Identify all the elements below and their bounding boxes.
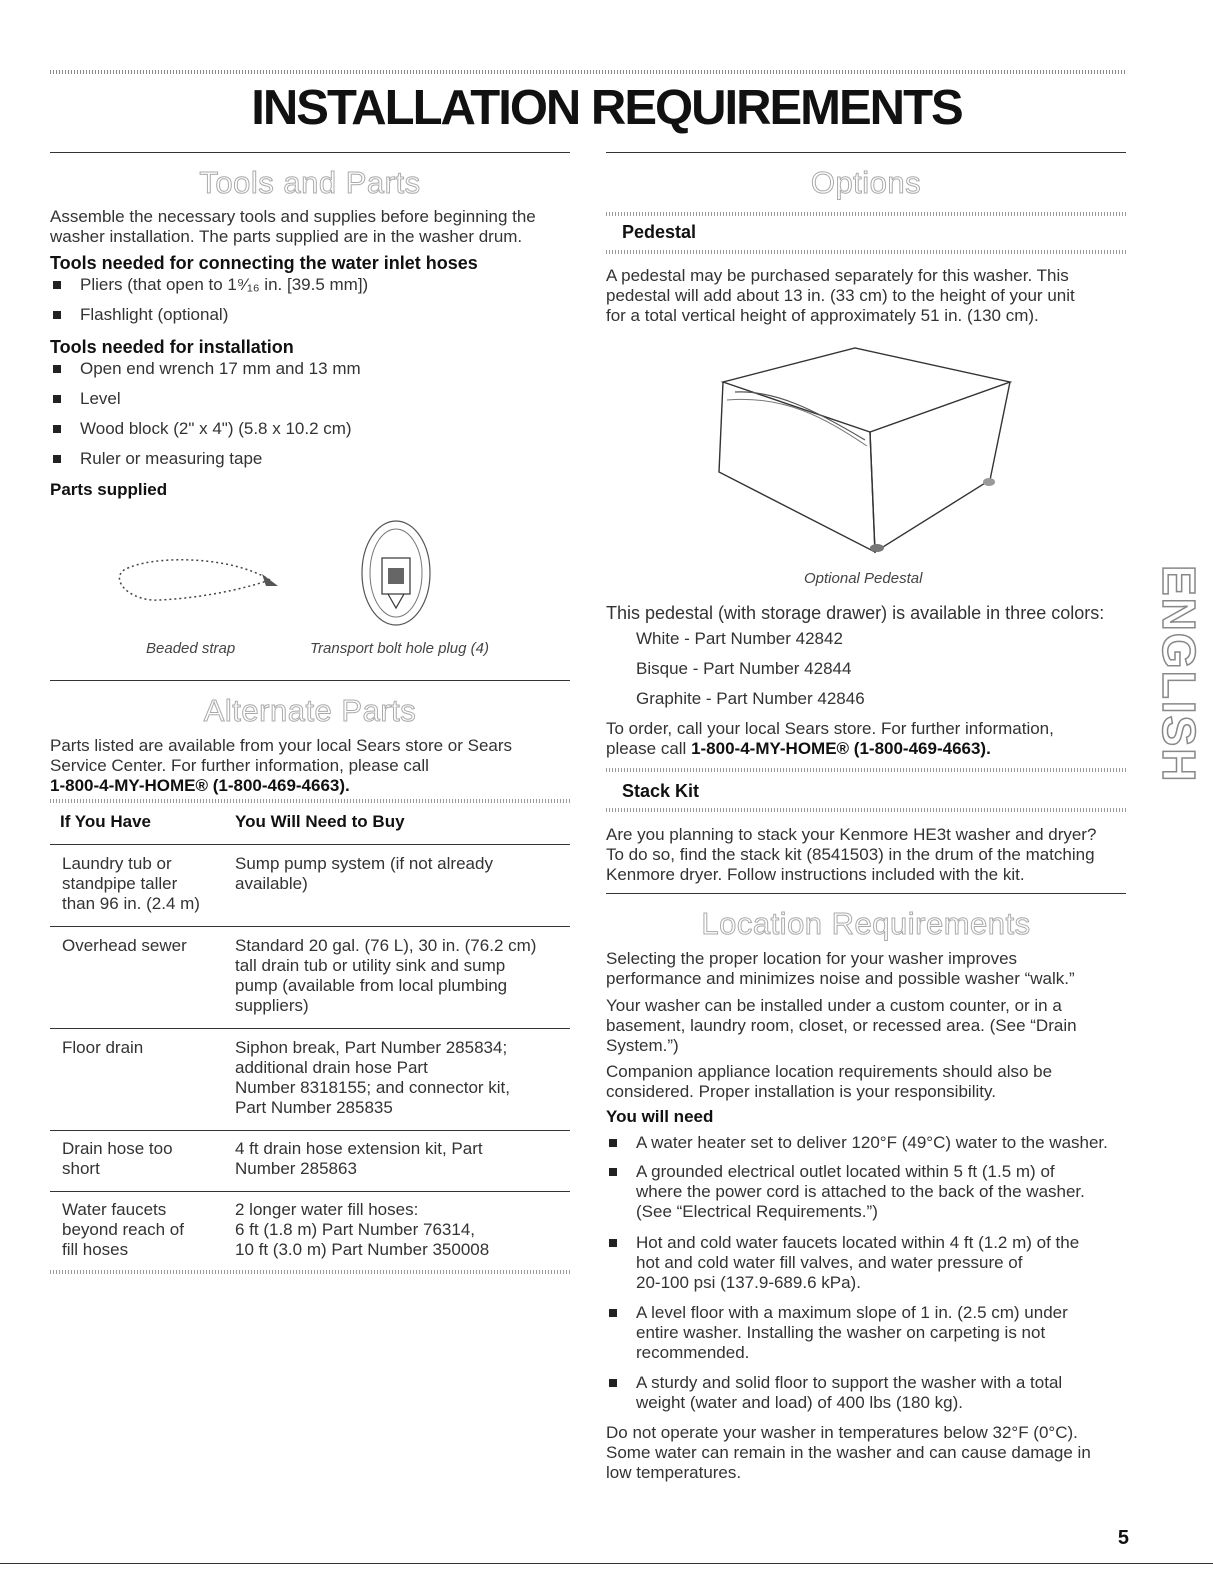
table-cell-have: Floor drain (62, 1038, 144, 1057)
section-rule (50, 152, 570, 153)
bolt-plug-illustration (358, 518, 434, 628)
table-cell-buy: Siphon break, Part Number 285834; additional drain hose Part Number 8318155; and connector kit, Part Number 285835 (235, 1038, 511, 1117)
table-rule (50, 926, 570, 927)
table-rule (50, 1028, 570, 1029)
stack-line: Are you planning to stack your Kenmore HE3t washer and dryer? (606, 825, 1097, 844)
options-heading: Options (810, 165, 922, 200)
list-item: A water heater set to deliver 120°F (49°C) water to the washer. (606, 1133, 1108, 1153)
pedestal-heading: Pedestal (622, 222, 697, 242)
list-item: A grounded electrical outlet located within 5 ft (1.5 m) of where the power cord is attached to the back of the washer. (See “Electrical Requirements.”) (606, 1162, 1085, 1222)
location-line: System.”) (606, 1036, 679, 1055)
table-cell-buy: 4 ft drain hose extension kit, Part Number 285863 (235, 1139, 483, 1178)
location-line: basement, laundry room, closet, or recessed area. (See “Drain (606, 1016, 1077, 1035)
list-item: Pliers (that open to 1⁹⁄₁₆ in. [39.5 mm]) (50, 275, 368, 295)
stack-line: To do so, find the stack kit (8541503) in the drum of the matching (606, 845, 1095, 864)
list-item: Level (50, 389, 121, 409)
table-rule (50, 844, 570, 845)
dotted-rule (606, 250, 1126, 254)
table-cell-buy: Standard 20 gal. (76 L), 30 in. (76.2 cm) tall drain tub or utility sink and sump pump (available from local plumbing suppliers) (235, 936, 537, 1015)
table-cell-buy: 2 longer water fill hoses: 6 ft (1.8 m) Part Number 76314, 10 ft (3.0 m) Part Number 350008 (235, 1200, 490, 1259)
alt-intro-line: Parts listed are available from your local Sears store or Sears (50, 736, 513, 755)
order-line: To order, call your local Sears store. For further information, (606, 719, 1054, 738)
tools-parts-heading: Tools and Parts (199, 165, 421, 200)
section-rule (50, 680, 570, 681)
list-item: Flashlight (optional) (50, 305, 228, 325)
page-number: 5 (1117, 1527, 1129, 1549)
location-line: considered. Proper installation is your responsibility. (606, 1082, 996, 1101)
location-heading: Location Requirements (701, 906, 1031, 941)
color-item: White - Part Number 42842 (636, 629, 843, 648)
list-item: Wood block (2" x 4") (5.8 x 10.2 cm) (50, 419, 352, 439)
plug-caption: Transport bolt hole plug (4) (310, 640, 489, 657)
location-line: Companion appliance location requirements should also be (606, 1062, 1053, 1081)
pedestal-line: pedestal will add about 13 in. (33 cm) to the height of your unit (606, 286, 1075, 305)
pedestal-line: A pedestal may be purchased separately for this washer. This (606, 266, 1069, 285)
final-line: Some water can remain in the washer and can cause damage in (606, 1443, 1091, 1462)
table-cell-buy: Sump pump system (if not already available) (235, 854, 493, 893)
inlet-tools-heading: Tools needed for connecting the water inlet hoses (50, 253, 478, 273)
table-cell-have: Water faucets beyond reach of fill hoses (62, 1200, 184, 1259)
pedestal-line: for a total vertical height of approximately 51 in. (130 cm). (606, 306, 1039, 325)
section-rule (606, 152, 1126, 153)
install-tools-heading: Tools needed for installation (50, 337, 294, 357)
colors-intro: This pedestal (with storage drawer) is available in three colors: (606, 603, 1105, 623)
list-item: A level floor with a maximum slope of 1 in. (2.5 cm) under entire washer. Installing the washer on carpeting is not recommended. (606, 1303, 1068, 1363)
color-item: Graphite - Part Number 42846 (636, 689, 865, 708)
color-item: Bisque - Part Number 42844 (636, 659, 852, 678)
bottom-rule (0, 1563, 1213, 1564)
you-will-need-heading: You will need (606, 1107, 714, 1126)
page-title: INSTALLATION REQUIREMENTS (251, 81, 962, 135)
location-line: performance and minimizes noise and possible washer “walk.” (606, 969, 1075, 988)
table-header-have: If You Have (60, 812, 152, 831)
top-dotted-rule (50, 70, 1126, 74)
beaded-strap-illustration (110, 550, 290, 610)
dotted-rule (606, 212, 1126, 216)
list-item: A sturdy and solid floor to support the washer with a total weight (water and load) of 400 lbs (180 kg). (606, 1373, 1062, 1413)
section-rule (606, 893, 1126, 894)
dotted-rule (50, 1270, 570, 1274)
order-line: please call 1-800-4-MY-HOME® (1-800-469-4663). (606, 739, 991, 758)
tools-intro-line: washer installation. The parts supplied are in the washer drum. (50, 227, 523, 246)
beaded-strap-caption: Beaded strap (146, 640, 236, 657)
table-rule (50, 1130, 570, 1131)
dotted-rule (50, 799, 570, 803)
list-item: Hot and cold water faucets located within 4 ft (1.2 m) of the hot and cold water fill valves, and water pressure of 20-100 psi (137.9-689.6 kPa). (606, 1233, 1079, 1293)
pedestal-caption: Optional Pedestal (804, 570, 923, 587)
alternate-parts-heading: Alternate Parts (203, 693, 417, 728)
final-line: low temperatures. (606, 1463, 742, 1482)
stack-kit-heading: Stack Kit (622, 781, 700, 801)
parts-supplied-heading: Parts supplied (50, 480, 168, 499)
dotted-rule (606, 808, 1126, 812)
alt-phone: 1-800-4-MY-HOME® (1-800-469-4663). (50, 776, 350, 795)
location-line: Your washer can be installed under a custom counter, or in a (606, 996, 1062, 1015)
final-line: Do not operate your washer in temperatures below 32°F (0°C). (606, 1423, 1078, 1442)
table-rule (50, 1191, 570, 1192)
pedestal-illustration (705, 340, 1025, 562)
tools-intro-line: Assemble the necessary tools and supplies before beginning the (50, 207, 536, 226)
dotted-rule (606, 768, 1126, 772)
location-line: Selecting the proper location for your washer improves (606, 949, 1018, 968)
list-item: Open end wrench 17 mm and 13 mm (50, 359, 361, 379)
table-cell-have: Drain hose too short (62, 1139, 173, 1178)
language-side-tab: ENGLISH (1153, 565, 1205, 784)
alt-intro-line: Service Center. For further information, please call (50, 756, 429, 775)
table-cell-have: Laundry tub or standpipe taller than 96 in. (2.4 m) (62, 854, 200, 913)
table-cell-have: Overhead sewer (62, 936, 187, 955)
table-header-buy: You Will Need to Buy (235, 812, 405, 831)
list-item: Ruler or measuring tape (50, 449, 262, 469)
stack-line: Kenmore dryer. Follow instructions included with the kit. (606, 865, 1025, 884)
